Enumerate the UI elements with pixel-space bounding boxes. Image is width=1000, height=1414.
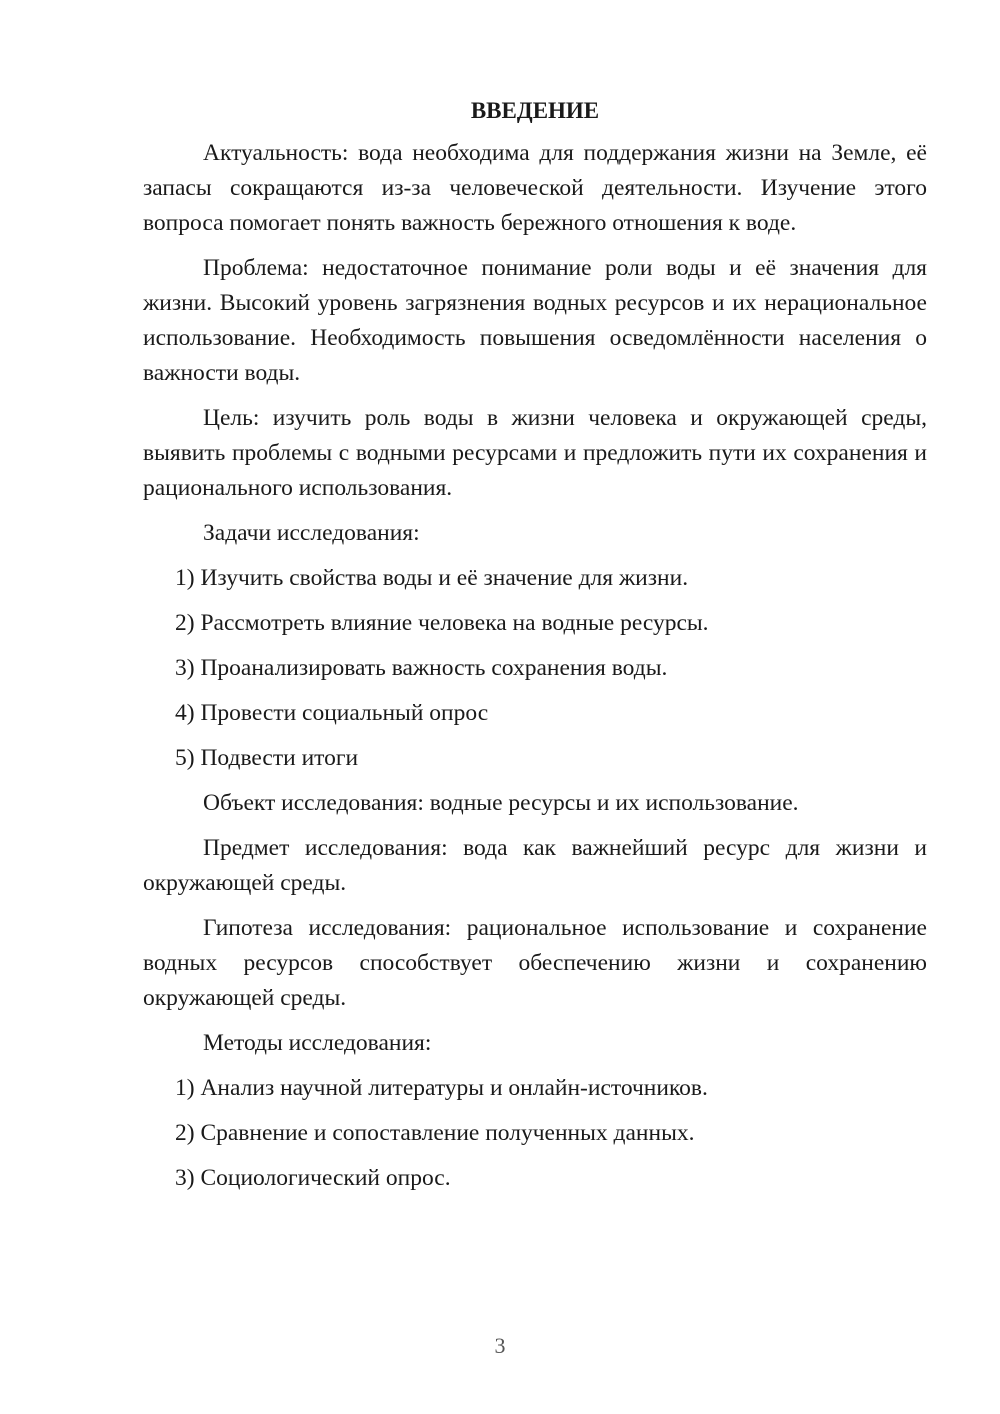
list-item: 3) Социологический опрос. [175,1165,451,1191]
methods-heading: Методы исследования: [203,1030,432,1056]
list-item: 3) Проанализировать важность сохранения воды. [175,655,668,681]
list-item: 1) Изучить свойства воды и её значение для жизни. [175,565,689,591]
paragraph-problem: Проблема: недостаточное понимание роли воды и её значения для жизни. Высокий уровень загрязнения водных ресурсов и их нерациональное использование. Необходимость повышения осведомлённости населения о важности воды. [143,255,927,386]
tasks-heading: Задачи исследования: [203,520,420,546]
methods-list [143,1071,927,1196]
paragraph-hypothesis: Гипотеза исследования: рациональное использование и сохранение водных ресурсов способствует обеспечению жизни и сохранению окружающей среды. [143,915,927,1011]
list-item: 2) Сравнение и сопоставление полученных данных. [175,1120,695,1146]
paragraph-object: Объект исследования: водные ресурсы и их использование. [203,790,799,816]
page-content [143,94,927,1206]
section-title: ВВЕДЕНИЕ [470,98,600,123]
list-item: 4) Провести социальный опрос [175,700,489,726]
paragraph-goal: Цель: изучить роль воды в жизни человека и окружающей среды, выявить проблемы с водными ресурсами и предложить пути их сохранения и рационального использования. [143,405,927,501]
page-number: 3 [494,1333,506,1358]
list-item: 1) Анализ научной литературы и онлайн-источников. [175,1075,708,1101]
tasks-list [143,561,927,776]
list-item: 5) Подвести итоги [175,745,359,771]
paragraph-relevance: Актуальность: вода необходима для поддержания жизни на Земле, её запасы сокращаются из-за человеческой деятельности. Изучение этого вопроса помогает понять важность бережного отношения к воде. [143,140,927,236]
list-item: 2) Рассмотреть влияние человека на водные ресурсы. [175,610,709,636]
paragraph-subject: Предмет исследования: вода как важнейший ресурс для жизни и окружающей среды. [143,835,927,896]
